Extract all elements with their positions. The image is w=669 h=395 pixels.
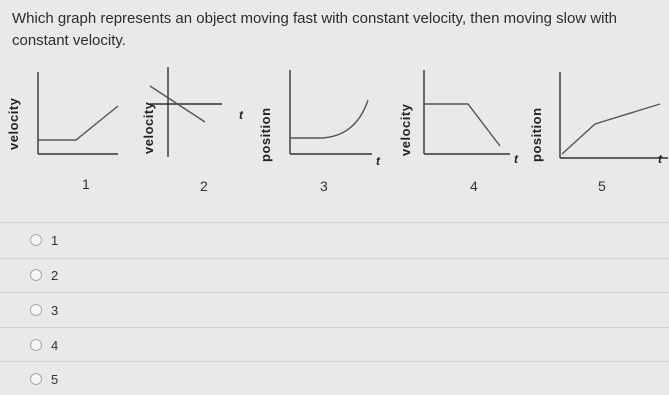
- graph-1-number: 1: [82, 176, 90, 192]
- graph-4-plot: [424, 70, 510, 154]
- option-3[interactable]: [30, 299, 58, 321]
- graph-1-plot: [38, 72, 118, 154]
- graph-2-y-label: velocity: [141, 101, 156, 154]
- graph-3-y-label: position: [258, 107, 273, 162]
- graph-5-y-label: position: [529, 107, 544, 162]
- graph-3-plot: [290, 70, 372, 154]
- radio-button[interactable]: [30, 339, 42, 351]
- graph-3-t-label: t: [376, 154, 380, 168]
- option-4[interactable]: [30, 334, 58, 356]
- radio-button[interactable]: [30, 269, 42, 281]
- option-label: 2: [51, 267, 59, 283]
- graph-2-number: 2: [200, 178, 208, 194]
- option-label: 3: [51, 302, 59, 318]
- graph-4-curve: [424, 104, 500, 146]
- graph-5-t-label: t: [658, 152, 662, 166]
- graph-5-curve: [562, 104, 660, 154]
- divider: [0, 327, 669, 328]
- option-5[interactable]: [30, 368, 58, 390]
- option-label: 1: [51, 232, 59, 248]
- option-1[interactable]: [30, 229, 58, 251]
- radio-button[interactable]: [30, 304, 42, 316]
- graph-3-number: 3: [320, 178, 328, 194]
- graph-4-t-label: t: [514, 152, 518, 166]
- graph-5-number: 5: [598, 178, 606, 194]
- question-text: Which graph represents an object moving fast with constant velocity, then moving slow with constant velocity.: [12, 10, 618, 49]
- option-label: 5: [51, 371, 59, 387]
- divider: [0, 361, 669, 362]
- radio-button[interactable]: [30, 373, 42, 385]
- graph-2-plot: [150, 67, 222, 157]
- graph-lines: [0, 62, 669, 212]
- graph-1-y-label: velocity: [6, 97, 21, 150]
- graph-5-plot: [560, 72, 668, 158]
- graph-2-t-label: t: [239, 108, 243, 122]
- radio-button[interactable]: [30, 234, 42, 246]
- divider: [0, 222, 669, 223]
- divider: [0, 258, 669, 259]
- graph-1-curve: [38, 106, 118, 140]
- graph-4-y-label: velocity: [398, 103, 413, 156]
- option-label: 4: [51, 337, 59, 353]
- graph-4-number: 4: [470, 178, 478, 194]
- divider: [0, 292, 669, 293]
- graphs-figure: [0, 62, 669, 212]
- graph-3-curve: [290, 100, 368, 138]
- option-2[interactable]: [30, 264, 58, 286]
